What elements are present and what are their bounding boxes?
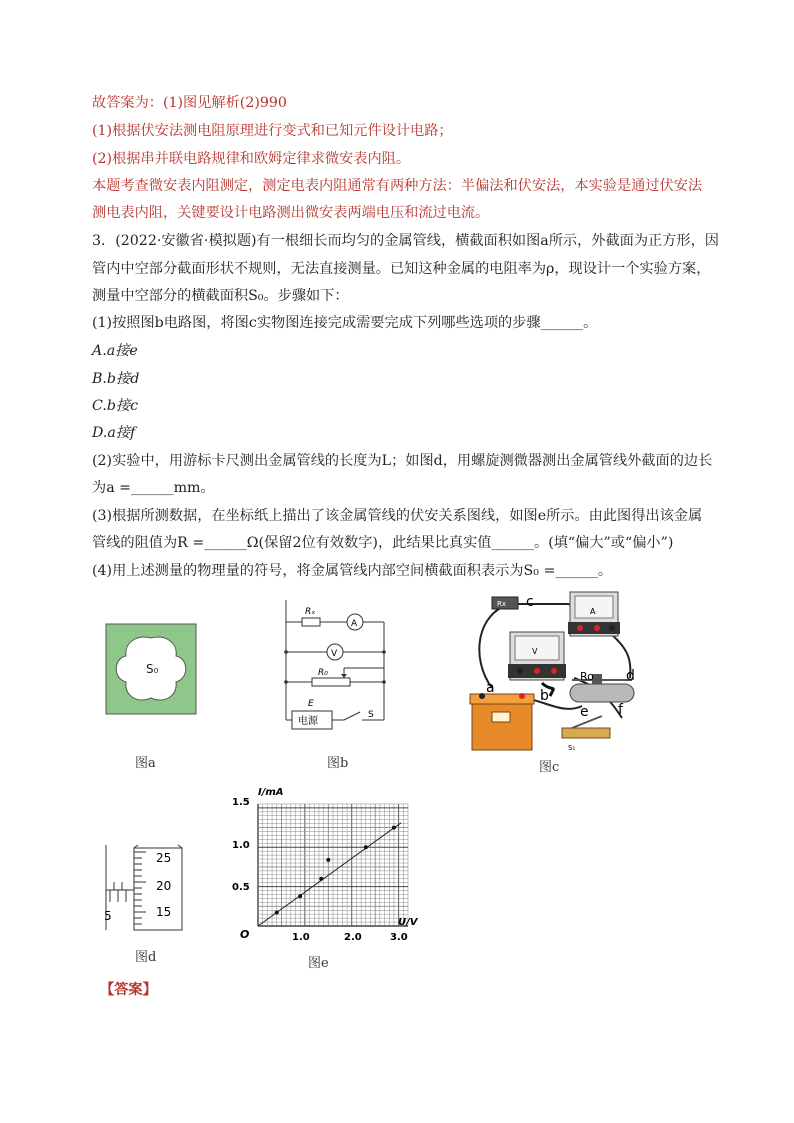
x-tick-3.0: 3.0 bbox=[390, 932, 408, 943]
question-line-7: (3)根据所测数据，在坐标纸上描出了该金属管线的伏安关系图线，如图e所示。由此图得出该金属 bbox=[92, 508, 703, 524]
caption-e: 图e bbox=[308, 956, 329, 971]
answer-line-1: 故答案为：(1)图见解析(2)990 bbox=[92, 95, 287, 111]
c-rheostat bbox=[570, 684, 634, 702]
question-line-8: 管线的阻值为R =______Ω(保留2位有效数字)，此结果比真实值______。(填“偏大”或“偏小”) bbox=[92, 535, 674, 551]
figure-e-chart bbox=[230, 786, 420, 948]
y-tick-1.0: 1.0 bbox=[232, 840, 250, 851]
data-point bbox=[319, 877, 323, 881]
c-letter-b: b bbox=[540, 688, 549, 704]
x-tick-1.0: 1.0 bbox=[292, 932, 310, 943]
data-point bbox=[298, 894, 302, 898]
d-tick-20: 20 bbox=[156, 879, 172, 893]
r0-rheostat bbox=[312, 678, 350, 686]
question-line-9: (4)用上述测量的物理量的符号，将金属管线内部空间横截面积表示为S₀ =______。 bbox=[92, 563, 613, 579]
y-tick-1.5: 1.5 bbox=[232, 797, 250, 808]
c-r0-label: Ro bbox=[580, 670, 594, 683]
b-rx-label: Rₓ bbox=[305, 607, 316, 617]
b-v-label: V bbox=[331, 649, 338, 659]
c-letter-f: f bbox=[618, 702, 623, 718]
answer-line-5: 测电表内阻，关键要设计电路测出微安表两端电压和流过电流。 bbox=[92, 205, 490, 221]
d-main-5: 5 bbox=[104, 909, 112, 923]
fit-line bbox=[258, 823, 401, 926]
answer-line-4: 本题考查微安表内阻测定，测定电表内阻通常有两种方法：半偏法和伏安法，本实验是通过伏安法 bbox=[92, 178, 703, 194]
c-battery bbox=[472, 700, 532, 750]
c-s1-label: S₁ bbox=[568, 744, 576, 752]
b-source-label: 电源 bbox=[298, 716, 318, 727]
c-rx-label: Rx bbox=[497, 600, 507, 608]
caption-c: 图c bbox=[539, 760, 560, 775]
answer-line-2: (1)根据伏安法测电阻原理进行变式和已知元件设计电路； bbox=[92, 123, 453, 139]
figure-a bbox=[104, 622, 200, 718]
data-point bbox=[275, 911, 279, 915]
question-line-1: 3．(2022·安徽省·模拟题)有一根细长而均匀的金属管线，横截面积如图a所示，外截面为正方形，因 bbox=[92, 233, 719, 249]
b-e-label: E bbox=[308, 699, 314, 709]
c-ammeter-label: A bbox=[590, 607, 596, 616]
c-voltmeter-label: V bbox=[532, 647, 538, 656]
b-r0-label: R₀ bbox=[318, 668, 328, 678]
caption-a: 图a bbox=[135, 756, 156, 771]
data-point bbox=[326, 858, 330, 862]
figure-b bbox=[272, 600, 392, 735]
x-axis-label: U/V bbox=[398, 917, 418, 928]
c-letter-c: c bbox=[526, 594, 534, 610]
option-a: A.a接e bbox=[92, 343, 138, 359]
question-line-4: (1)按照图b电路图，将图c实物图连接完成需要完成下列哪些选项的步骤______。 bbox=[92, 315, 598, 331]
answer-tag: 【答案】 bbox=[100, 982, 157, 998]
y-tick-0.5: 0.5 bbox=[232, 882, 250, 893]
c-letter-e: e bbox=[580, 704, 589, 720]
x-tick-2.0: 2.0 bbox=[344, 932, 362, 943]
b-a-label: A bbox=[351, 619, 358, 629]
question-line-2: 管内中空部分截面形状不规则，无法直接测量。已知这种金属的电阻率为ρ，现设计一个实验方案， bbox=[92, 261, 711, 277]
d-tick-25: 25 bbox=[156, 851, 172, 865]
y-axis-label: I/mA bbox=[258, 787, 284, 798]
option-c: C.b接c bbox=[92, 398, 139, 414]
option-d: D.a接f bbox=[92, 425, 136, 441]
chart-grid bbox=[258, 804, 408, 926]
data-point bbox=[392, 826, 396, 830]
data-point bbox=[364, 845, 368, 849]
c-switch bbox=[562, 728, 610, 738]
d-tick-15: 15 bbox=[156, 905, 172, 919]
caption-b: 图b bbox=[327, 756, 349, 771]
question-line-3: 测量中空部分的横截面积S₀。步骤如下： bbox=[92, 288, 349, 304]
question-line-6: 为a =______mm。 bbox=[92, 480, 215, 496]
answer-line-3: (2)根据串并联电路规律和欧姆定律求微安表内阻。 bbox=[92, 151, 411, 167]
option-b: B.b接d bbox=[92, 371, 140, 387]
switch-lever bbox=[344, 712, 360, 720]
rx-resistor bbox=[302, 618, 320, 626]
c-letter-d: d bbox=[626, 668, 635, 684]
c-letter-a: a bbox=[486, 680, 495, 696]
s0-label: S₀ bbox=[146, 662, 159, 676]
caption-d: 图d bbox=[135, 950, 157, 965]
b-s-label: S bbox=[368, 710, 374, 720]
figure-d bbox=[96, 840, 196, 935]
question-line-5: (2)实验中，用游标卡尺测出金属管线的长度为L；如图d，用螺旋测微器测出金属管线外截面的边长 bbox=[92, 453, 713, 469]
origin-label: O bbox=[240, 928, 250, 941]
figure-c bbox=[462, 588, 672, 768]
